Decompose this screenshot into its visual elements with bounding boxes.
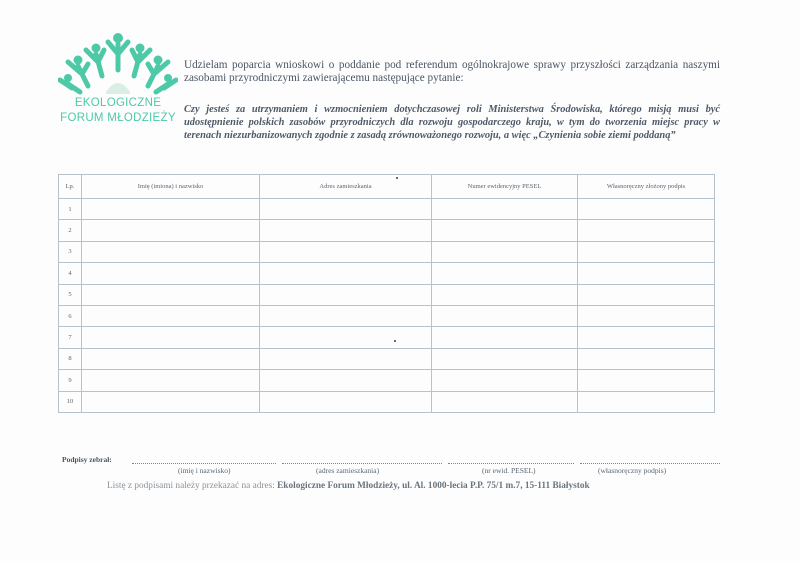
scan-speck [396, 177, 398, 179]
signature-cell[interactable] [578, 241, 715, 262]
table-header-row [59, 175, 715, 199]
row-number: 3 [59, 241, 82, 262]
caption-pesel: (nr ewid. PESEL) [482, 466, 536, 475]
name-cell[interactable] [82, 370, 260, 391]
delivery-address [107, 481, 590, 491]
name-cell[interactable] [82, 305, 260, 326]
name-cell[interactable] [82, 391, 260, 412]
pesel-cell[interactable] [432, 370, 578, 391]
address-cell[interactable] [260, 327, 432, 348]
referendum-question: Czy jesteś za utrzymaniem i wzmocnieniem dotychczasowej roli Ministerstwa Środowiska, którego misją musi być udostępnienie polskich zasobów przyrodniczych dla rozwoju gospodarczego kraju, w tym do tworzenia miejsc pracy w terenach niezurbanizowanych zgodnie z zasadą zrównoważonego rozwoju, a więc „Czynienia sobie ziemi poddaną” [184, 104, 720, 141]
signature-dotted-field[interactable] [580, 455, 720, 464]
table-row [59, 370, 715, 391]
header-address: Adres zamieszkania [260, 175, 432, 199]
address-cell[interactable] [260, 220, 432, 241]
address-bold: Ekologiczne Forum Młodzieży, ul. Al. 1000-lecia P.P. 75/1 m.7, 15-111 Białystok [277, 481, 590, 491]
row-number: 2 [59, 220, 82, 241]
table-row [59, 305, 715, 326]
name-cell[interactable] [82, 263, 260, 284]
pesel-cell[interactable] [432, 284, 578, 305]
header-pesel: Numer ewidencyjny PESEL [432, 175, 578, 199]
pesel-cell[interactable] [432, 220, 578, 241]
caption-address: (adres zamieszkania) [316, 466, 380, 475]
pesel-cell[interactable] [432, 327, 578, 348]
address-prefix: Listę z podpisami należy przekazać na adres: [107, 481, 275, 491]
pesel-cell[interactable] [432, 305, 578, 326]
pesel-cell[interactable] [432, 199, 578, 220]
address-cell[interactable] [260, 391, 432, 412]
signature-cell[interactable] [578, 305, 715, 326]
intro-paragraph: Udzielam poparcia wnioskowi o poddanie pod referendum ogólnokrajowe sprawy przyszłości zarządzania naszymi zasobami przyrodniczymi zawierającemu następujące pytanie: [184, 59, 720, 84]
signature-cell[interactable] [578, 220, 715, 241]
table-row [59, 241, 715, 262]
table-row [59, 199, 715, 220]
row-number: 7 [59, 327, 82, 348]
signature-cell[interactable] [578, 263, 715, 284]
name-cell[interactable] [82, 241, 260, 262]
signature-cell[interactable] [578, 370, 715, 391]
pesel-cell[interactable] [432, 391, 578, 412]
address-cell[interactable] [260, 199, 432, 220]
pesel-cell[interactable] [432, 263, 578, 284]
logo-text [58, 96, 178, 126]
logo-line-2: FORUM MŁODZIEŻY [60, 112, 176, 124]
address-cell[interactable] [260, 370, 432, 391]
signature-table [58, 174, 715, 413]
signature-cell[interactable] [578, 391, 715, 412]
address-cell[interactable] [260, 305, 432, 326]
header-signature: Własnoręczny złożony podpis [578, 175, 715, 199]
address-cell[interactable] [260, 241, 432, 262]
address-cell[interactable] [260, 263, 432, 284]
signature-cell[interactable] [578, 327, 715, 348]
row-number: 4 [59, 263, 82, 284]
table-row [59, 327, 715, 348]
row-number: 10 [59, 391, 82, 412]
pesel-dotted-field[interactable] [448, 455, 574, 464]
table-row [59, 284, 715, 305]
name-cell[interactable] [82, 284, 260, 305]
address-dotted-field[interactable] [282, 455, 442, 464]
signature-cell[interactable] [578, 348, 715, 369]
header-name: Imię (imiona) i nazwisko [82, 175, 260, 199]
row-number: 9 [59, 370, 82, 391]
scan-speck [394, 340, 396, 342]
name-cell[interactable] [82, 327, 260, 348]
signature-cell[interactable] [578, 199, 715, 220]
table-row [59, 348, 715, 369]
name-dotted-field[interactable] [132, 455, 276, 464]
name-cell[interactable] [82, 199, 260, 220]
table-row [59, 391, 715, 412]
row-number: 1 [59, 199, 82, 220]
caption-signature: (własnoręczny podpis) [598, 466, 667, 475]
header-lp: Lp. [59, 175, 82, 199]
name-cell[interactable] [82, 348, 260, 369]
row-number: 5 [59, 284, 82, 305]
podpisy-label: Podpisy zebrał: [62, 455, 112, 464]
address-cell[interactable] [260, 348, 432, 369]
pesel-cell[interactable] [432, 348, 578, 369]
table-row [59, 220, 715, 241]
pesel-cell[interactable] [432, 241, 578, 262]
caption-name: (imię i nazwisko) [178, 466, 231, 475]
row-number: 6 [59, 305, 82, 326]
logo-line-1: EKOLOGICZNE [74, 97, 162, 109]
signature-cell[interactable] [578, 284, 715, 305]
table-row [59, 263, 715, 284]
row-number: 8 [59, 348, 82, 369]
address-cell[interactable] [260, 284, 432, 305]
name-cell[interactable] [82, 220, 260, 241]
